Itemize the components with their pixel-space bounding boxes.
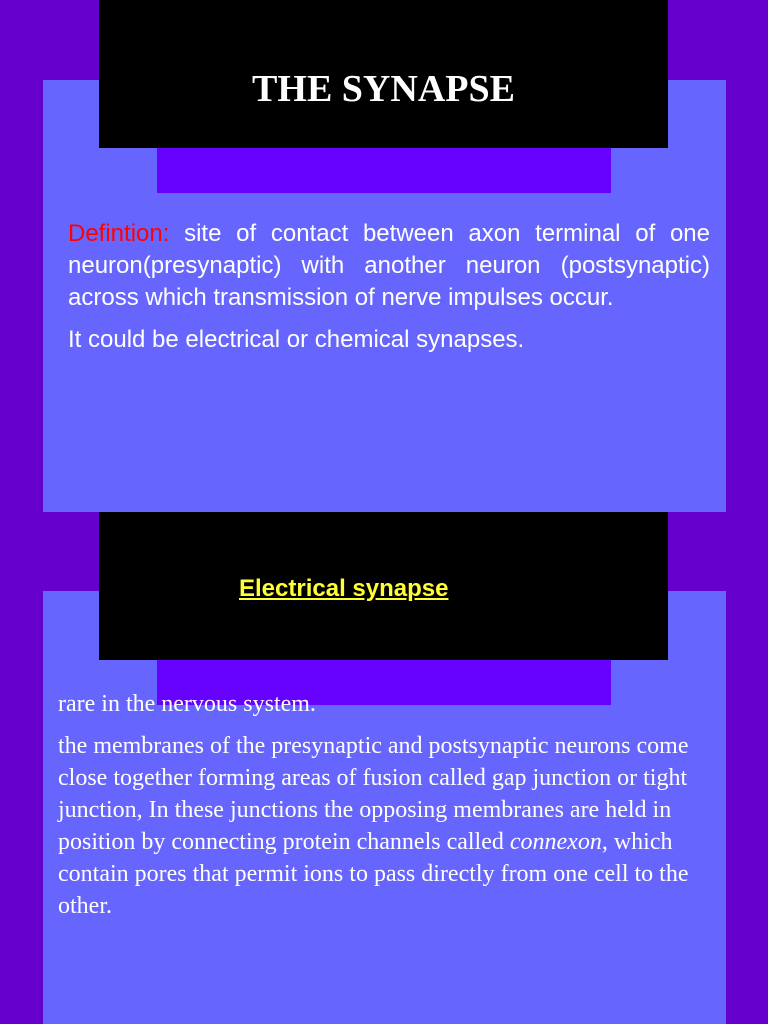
paragraph-text-before: the membranes of the presynaptic and postsynaptic neurons come close together forming areas of fusion called gap junction or tight junction, In these junctions the opposing membranes are held in position by connecting protein channels called (58, 733, 689, 855)
slide2-title: Electrical synapse (239, 575, 449, 602)
paragraph-text-after: , which contain pores that permit ions to pass directly from one cell to the other. (58, 829, 689, 919)
slide1-accent-strip (157, 148, 611, 193)
slide2-body (58, 688, 698, 932)
slide1-title-box (99, 0, 668, 148)
definition-text: site of contact between axon terminal of one neuron(presynaptic) with another neuron (postsynaptic) across which transmission of nerve impulses occur. (68, 220, 710, 311)
definition-label: Defintion: (68, 220, 170, 247)
slide1-body (68, 218, 710, 366)
gap-junction-paragraph (58, 730, 698, 922)
synapse-types-line: It could be electrical or chemical synapses. (68, 326, 525, 353)
definition-paragraph (68, 218, 710, 314)
connexon-term: connexon (509, 829, 602, 855)
slide2-title-box (99, 512, 668, 660)
rarity-line: rare in the nervous system. (58, 691, 316, 717)
slide1-title: THE SYNAPSE (252, 68, 515, 110)
